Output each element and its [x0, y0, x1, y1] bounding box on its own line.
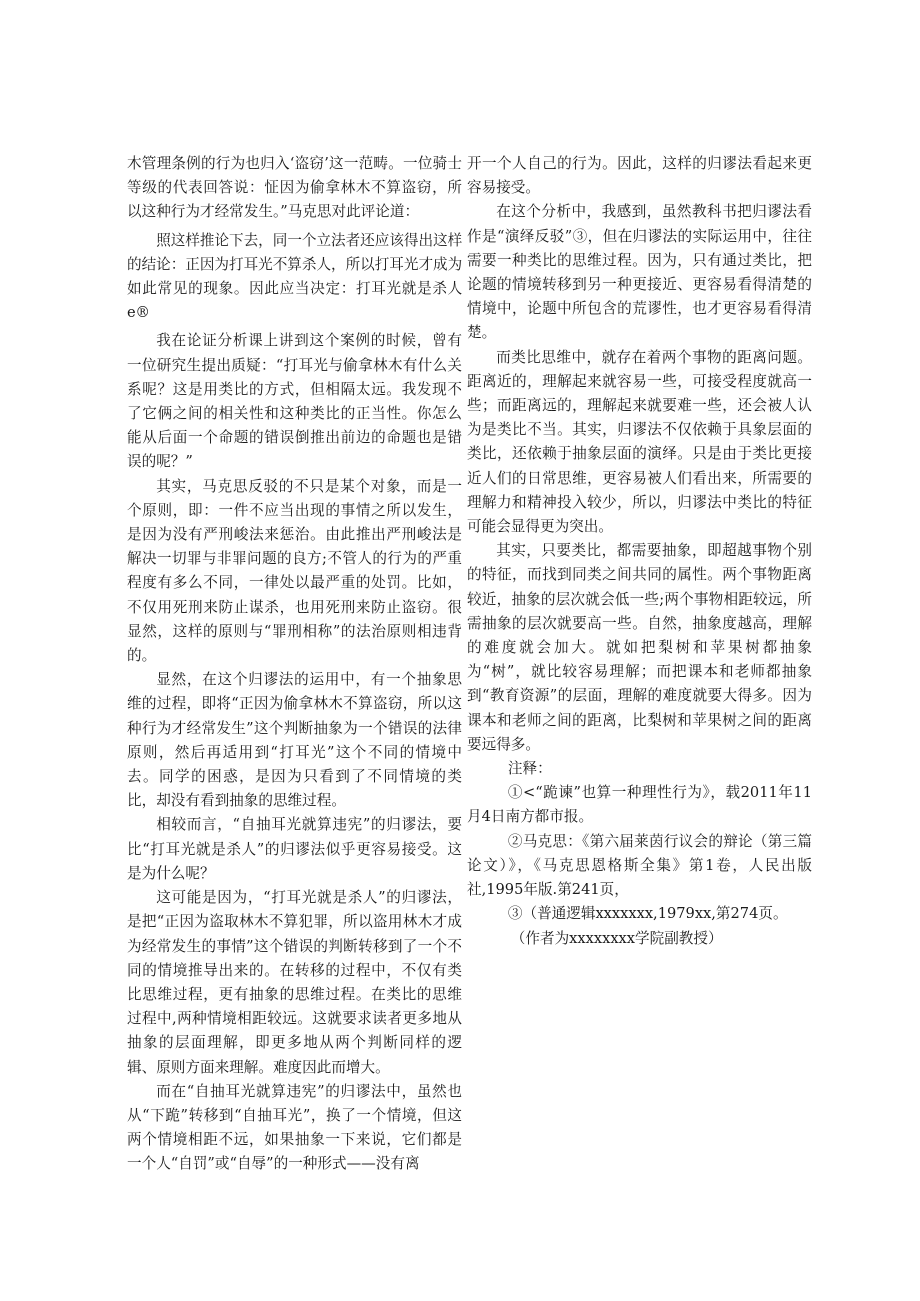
paragraph: 相较而言，“自抽耳光就算违宪”的归谬法，要比“打耳光就是杀人”的归谬法似乎更容易接受。这是为什么呢？	[127, 816, 462, 882]
paragraph: 而在“自抽耳光就算违宪”的归谬法中，虽然也从“下跪”转移到“自抽耳光”，换了一个情境，但这两个情境相距不远，如果抽象一下来说，它们都是一个人“自罚”或“自辱”的一种形式——没有离	[127, 1082, 462, 1173]
paragraph: 开一个人自己的行为。因此，这样的归谬法看起来更容易接受。	[467, 155, 812, 197]
paragraph: 在这个分析中，我感到，虽然教科书把归谬法看作是“演绎反驳”③，但在归谬法的实际运用中，往往需要一种类比的思维过程。因为，只有通过类比，把论题的情境转移到另一种更接近、更容易看得清楚的情境中，论题中所包含的荒谬性，也才更容易看得清楚。	[467, 203, 812, 342]
footnote-2: ②马克思：《第六届莱茵行议会的辩论（第三篇论文）》，《马克思恩格斯全集》第1卷，人民出版社,1995年版.第241页，	[467, 832, 812, 899]
paragraph: 而类比思维中，就存在着两个事物的距离问题。距离近的，理解起来就容易一些，可接受程度就高一些；而距离远的，理解起来就要难一些，还会被人认为是类比不当。其实，归谬法不仅依赖于具象层面的类比，还依赖于抽象层面的演绎。只是由于类比更接近人们的日常思维，更容易被人们看出来，所需要的理解力和精神投入较少，所以，归谬法中类比的特征可能会显得更为突出。	[467, 348, 812, 536]
right-column	[467, 152, 812, 951]
left-column	[127, 152, 462, 1177]
paragraph: 显然，在这个归谬法的运用中，有一个抽象思维的过程，即将“正因为偷拿林木不算盗窃，所以这种行为才经常发生”这个判断抽象为一个错误的法律原则，然后再适用到“打耳光”这个不同的情境中去。同学的困惑，是因为只看到了不同情境的类比，却没有看到抽象的思维过程。	[127, 671, 462, 810]
footnote-3: ③（普通逻辑xxxxxxx,1979xx,第274页。	[507, 905, 788, 923]
paragraph: 其实，马克思反驳的不只是某个对象，而是一个原则，即：一件不应当出现的事情之所以发生，是因为没有严刑峻法来惩治。由此推出严刑峻法是解决一切罪与非罪问题的良方;不管人的行为的严重程度有多么不同，一律处以最严重的处罚。比如，不仅用死刑来防止谋杀，也用死刑来防止盗窃。很显然，这样的原则与“罪刑相称”的法治原则相违背的。	[127, 477, 462, 665]
paragraph: 这可能是因为，“打耳光就是杀人”的归谬法，是把“正因为盗取林木不算犯罪，所以盗用林木才成为经常发生的事情”这个错误的判断转移到了一个不同的情境推导出来的。在转移的过程中，不仅有类比思维过程，更有抽象的思维过程。在类比的思维过程中,两种情境相距较远。这就要求读者更多地从抽象的层面理解，即更多地从两个判断同样的逻辑、原则方面来理解。难度因此而增大。	[127, 889, 462, 1076]
block-quote: 照这样推论下去，同一个立法者还应该得出这样的结论：正因为打耳光不算杀人，所以打耳光才成为如此常见的现象。因此应当决定：打耳光就是杀人e®	[127, 231, 462, 322]
paragraph: 木管理条例的行为也归入‘盗窃’这一范畴。一位骑士等级的代表回答说：怔因为偷拿林木不算盗窃，所以这种行为才经常发生。”马克思对此评论道：	[127, 155, 462, 221]
paragraph: 我在论证分析课上讲到这个案例的时候，曾有一位研究生提出质疑：“打耳光与偷拿林木有什么关系呢？这是用类比的方式，但相隔太远。我发现不了它俩之间的相关性和这种类比的正当性。你怎么能从后面一个命题的错误倒推出前边的命题也是错误的呢？”	[127, 332, 462, 471]
footnote-1: ①<“跪谏”也算一种理性行为》，载2011年11月4日南方都市报。	[467, 784, 812, 826]
author-note: （作者为xxxxxxxx学院副教授）	[510, 929, 723, 947]
notes-heading: 注释：	[507, 760, 552, 778]
paragraph: 其实，只要类比，都需要抽象，即超越事物个别的特征，而找到同类之间共同的属性。两个事物距离较近，抽象的层次就会低一些;两个事物相距较远，所需抽象的层次就要高一些。自然，抽象度越高，理解的难度就会加大。就如把梨树和苹果树都抽象为“树”，就比较容易理解；而把课本和老师都抽象到“教育资源”的层面，理解的难度就要大得多。因为课本和老师之间的距离，比梨树和苹果树之间的距离要远得多。	[467, 542, 812, 753]
